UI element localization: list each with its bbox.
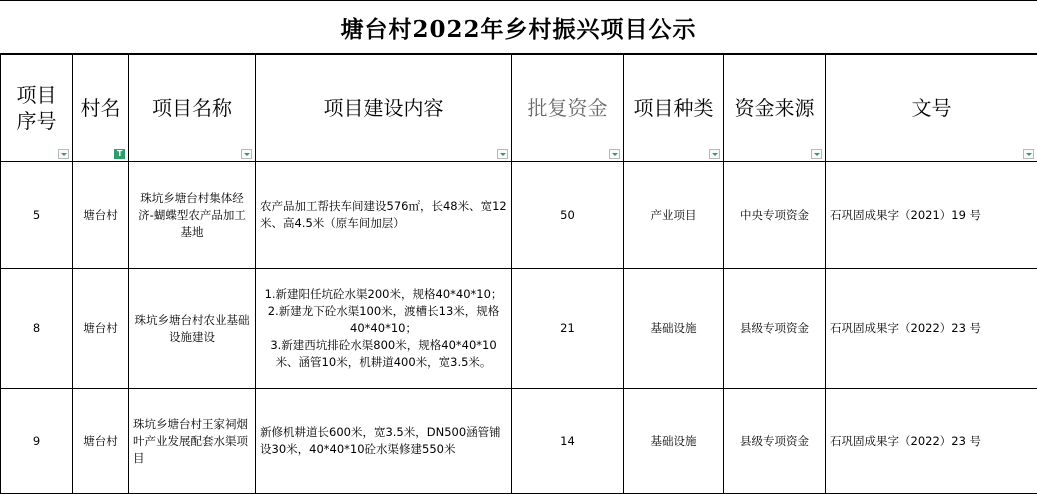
cell-village[interactable]: 塘台村: [73, 269, 129, 389]
content-line: 1.新建阳任坑砼水渠200米，规格40*40*10；: [260, 286, 507, 303]
dropdown-filter-icon[interactable]: [497, 149, 508, 159]
table-row: [1, 269, 1037, 389]
header-source-label: 资金来源: [735, 96, 815, 120]
cell-doc[interactable]: 石巩固成果字（2022）23 号: [826, 389, 1037, 494]
dropdown-filter-icon[interactable]: [241, 149, 252, 159]
cell-type[interactable]: 基础设施: [624, 389, 724, 494]
project-table: [0, 54, 1037, 494]
header-village: [73, 55, 129, 162]
dropdown-filter-icon[interactable]: [709, 149, 720, 159]
cell-village[interactable]: 塘台村: [73, 162, 129, 269]
cell-content[interactable]: [256, 162, 512, 269]
header-doc: [826, 55, 1037, 162]
cell-type[interactable]: 产业项目: [624, 162, 724, 269]
cell-seq[interactable]: 5: [1, 162, 73, 269]
cell-doc[interactable]: 石巩固成果字（2021）19 号: [826, 162, 1037, 269]
cell-seq[interactable]: 9: [1, 389, 73, 494]
header-name-label: 项目名称: [152, 96, 232, 120]
header-seq-label: 项目序号: [15, 82, 59, 134]
header-funds: [512, 55, 624, 162]
cell-content[interactable]: [256, 269, 512, 389]
cell-funds[interactable]: 50: [512, 162, 624, 269]
header-source: [724, 55, 826, 162]
dropdown-filter-icon[interactable]: [1023, 149, 1034, 159]
cell-type[interactable]: 基础设施: [624, 269, 724, 389]
cell-source[interactable]: 中央专项资金: [724, 162, 826, 269]
cell-doc[interactable]: 石巩固成果字（2022）23 号: [826, 269, 1037, 389]
table-row: [1, 162, 1037, 269]
header-doc-label: 文号: [912, 96, 952, 120]
content-line: 3.新建西坑排砼水渠800米，规格40*40*10米、涵管10米，机耕道400米，宽3.5米。: [260, 337, 507, 371]
header-funds-label: 批复资金: [528, 96, 608, 120]
cell-source[interactable]: 县级专项资金: [724, 389, 826, 494]
cell-funds[interactable]: 14: [512, 389, 624, 494]
header-row: [1, 55, 1037, 162]
header-type-label: 项目种类: [634, 96, 714, 120]
active-filter-icon[interactable]: [114, 149, 125, 159]
cell-source[interactable]: 县级专项资金: [724, 269, 826, 389]
header-seq: [1, 55, 73, 162]
sheet-title: 塘台村2022年乡村振兴项目公示: [0, 0, 1037, 54]
table-row: [1, 389, 1037, 494]
content-line: 2.新建龙下砼水渠100米，渡槽长13米，规格40*40*10；: [260, 303, 507, 337]
content-line: 农产品加工帮扶车间建设576㎡，长48米、宽12米、高4.5米（原车间加层）: [260, 198, 508, 232]
header-content: [256, 55, 512, 162]
cell-seq[interactable]: 8: [1, 269, 73, 389]
header-village-label: 村名: [81, 96, 121, 120]
cell-village[interactable]: 塘台村: [73, 389, 129, 494]
cell-name[interactable]: 珠坑乡塘台村集体经济-蝴蝶型农产品加工基地: [129, 162, 256, 269]
cell-funds[interactable]: 21: [512, 269, 624, 389]
content-line: 新修机耕道长600米，宽3.5米，DN500涵管铺设30米，40*40*10砼水渠修建550米: [260, 424, 508, 458]
cell-name[interactable]: 珠坑乡塘台村农业基础设施建设: [129, 269, 256, 389]
header-name: [129, 55, 256, 162]
cell-content[interactable]: [256, 389, 512, 494]
dropdown-filter-icon[interactable]: [811, 149, 822, 159]
cell-name[interactable]: 珠坑乡塘台村王家祠烟叶产业发展配套水渠项目: [129, 389, 256, 494]
header-type: [624, 55, 724, 162]
dropdown-filter-icon[interactable]: [58, 149, 69, 159]
header-content-label: 项目建设内容: [324, 96, 444, 120]
dropdown-filter-icon[interactable]: [609, 149, 620, 159]
